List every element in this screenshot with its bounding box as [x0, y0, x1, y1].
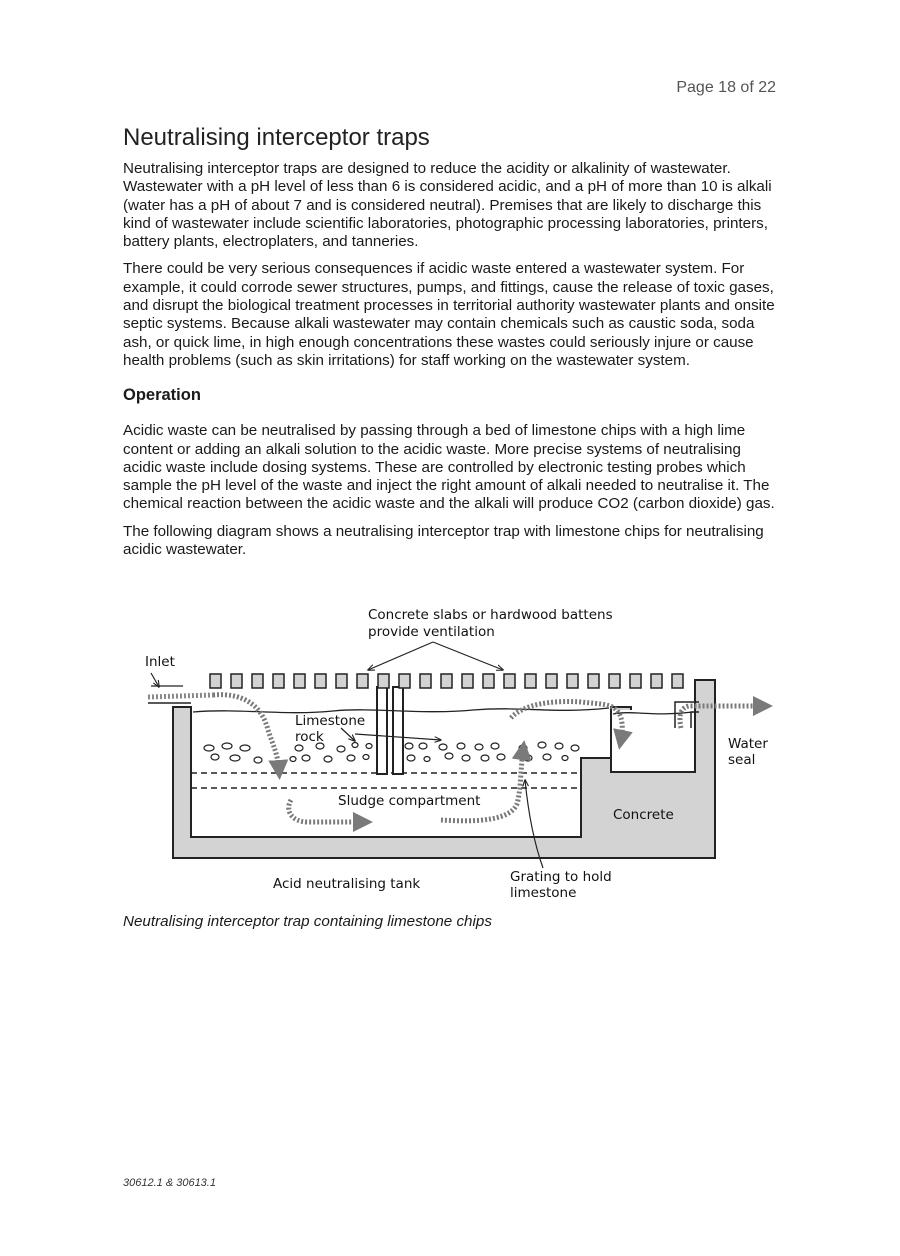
label-grating-line1: Grating to hold [510, 869, 612, 885]
label-inlet: Inlet [145, 654, 175, 670]
diagram-intro-paragraph: The following diagram shows a neutralising interceptor trap with limestone chips for neutralising acidic wastewater. [123, 522, 764, 559]
label-tank: Acid neutralising tank [273, 876, 421, 892]
label-water-line1: Water [728, 736, 768, 752]
footer-code: 30612.1 & 30613.1 [123, 1177, 216, 1189]
label-grating-line2: limestone [510, 885, 577, 901]
figure-caption: Neutralising interceptor trap containing limestone chips [123, 913, 492, 930]
label-slabs-line1: Concrete slabs or hardwood battens [368, 607, 613, 623]
label-limestone-line2: rock [295, 729, 324, 745]
label-concrete: Concrete [613, 807, 674, 823]
operation-heading: Operation [123, 386, 201, 405]
operation-paragraph: Acidic waste can be neutralised by passing through a bed of limestone chips with a high lime content or adding an alkali solution to the acidic waste. More precise systems of neutralising acidic waste include dosing systems. These are controlled by electronic testing probes which sample the pH level of the waste and inject the right amount of alkali needed to neutralise it. The chemical reaction between the acidic waste and the alkali will produce CO2 (carbon dioxide) gas. [123, 422, 775, 513]
label-limestone-line1: Limestone [295, 713, 366, 729]
main-content [123, 124, 783, 568]
interceptor-trap-diagram [123, 600, 783, 905]
label-water-line2: seal [728, 752, 756, 768]
section-title: Neutralising interceptor traps [123, 124, 430, 151]
slabs-row [210, 674, 683, 688]
intro-paragraph: Neutralising interceptor traps are designed to reduce the acidity or alkalinity of wastewater. Wastewater with a pH level of less than 6 is considered acidic, and a pH of more than 10 is alkali (water has a pH of about 7 and is considered neutral). Premises that are likely to discharge this kind of wastewater include scientific laboratories, photographic processing laboratories, printers, battery plants, electroplaters, and tanneries. [123, 160, 772, 251]
consequences-paragraph: There could be very serious consequences if acidic waste entered a wastewater system. For example, it could corrode sewer structures, pumps, and fittings, cause the release of toxic gases, and disrupt the biological treatment processes in territorial authority wastewater plants and onsite septic systems. Because alkali wastewater may contain chemicals such as caustic soda, soda ash, or quick lime, in high enough concentrations these wastes could seriously injure or cause health problems (such as skin irritations) for staff working on the wastewater system. [123, 260, 775, 369]
label-slabs-line2: provide ventilation [368, 624, 495, 640]
page-number: Page 18 of 22 [676, 79, 776, 96]
label-sludge: Sludge compartment [338, 793, 481, 809]
